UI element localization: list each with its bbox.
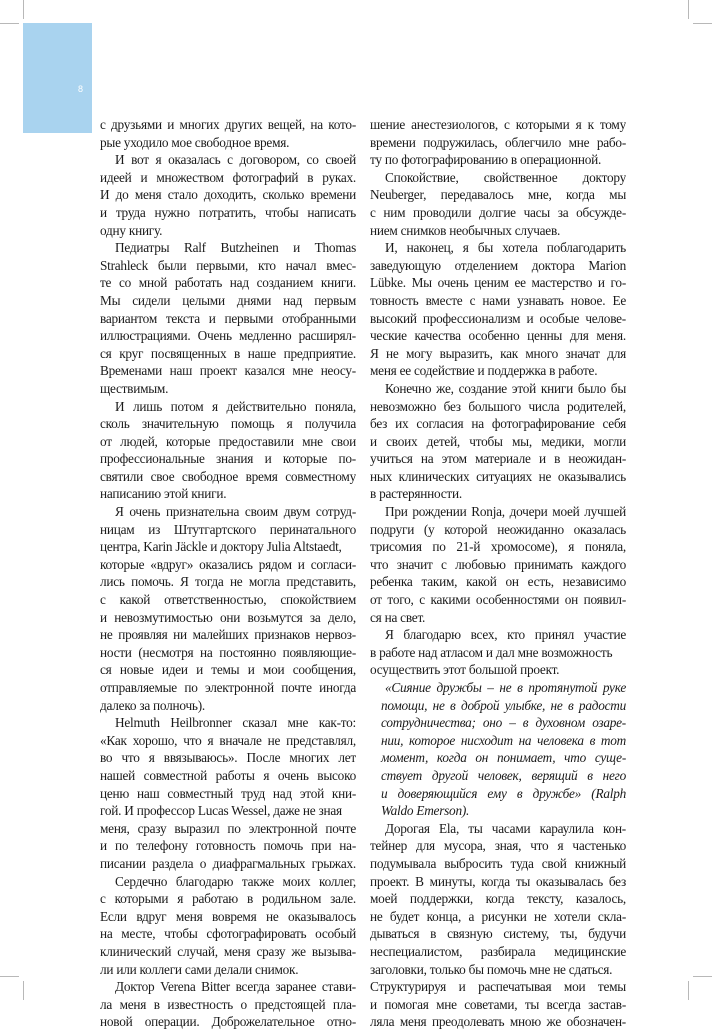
text-line: Доктор Verena Bitter всегда заранее стави- <box>115 979 356 995</box>
text-line: и доверяющийся ему в дружбе» (Ralph <box>381 785 626 801</box>
text-line: Neuberger, передавалось мне, когда мы <box>370 187 626 203</box>
text-line: проект. В минуты, когда ты оказывалась без <box>370 873 626 889</box>
text-line: в растерянности. <box>370 486 462 502</box>
text-line: Конечно же, создание этой книги было бы <box>385 380 626 396</box>
text-line: товность вместе с нами узнавать новое. Ее <box>370 292 626 308</box>
text-line: дываться в связную систему, ты, будучи <box>370 926 626 942</box>
text-line: заведующую отделением доктора Marion <box>370 257 626 273</box>
crop-mark <box>0 976 19 977</box>
text-line: и труда нужно потратить, чтобы написать <box>100 204 356 220</box>
text-line: Спокойствие, свойственное доктору <box>385 169 626 185</box>
text-line: сколь значительную помощь я получила <box>100 416 356 432</box>
text-line: ных клинических ситуациях не оказывались <box>370 468 626 484</box>
text-line: времени подружилась, облегчило мне рабо- <box>370 134 626 150</box>
text-line: ла меня в известность о предстоящей пла- <box>100 996 356 1012</box>
text-line: и помогая мне советами, ты всегда застав- <box>370 996 626 1012</box>
text-line: от людей, которые предоставили мне свои <box>100 433 356 449</box>
text-line: Lübke. Мы очень ценим ее мастерство и го- <box>370 275 626 291</box>
text-line: центра, Karin Jäckle и доктору Julia Altstaedt, <box>100 539 342 555</box>
crop-mark <box>0 23 19 24</box>
text-line: профессиональные знания и которые по- <box>100 451 356 467</box>
text-line: меня ее содействие и поддержка в работе. <box>370 363 598 379</box>
text-line: Педиатры Ralf Butzheinen и Thomas <box>115 240 356 256</box>
text-line: ребенка таким, какой он есть, независимо <box>370 574 626 590</box>
text-line: Если вдруг меня вовремя не оказывалось <box>100 908 356 924</box>
text-line: без их согласия на фотографирование себя <box>370 416 626 432</box>
text-line: высокий профессионализм и особые челове- <box>370 310 626 326</box>
text-line: Я благодарю всех, кто принял участие <box>385 627 626 643</box>
text-line: невозможно без большого числа родителей, <box>370 398 626 414</box>
text-line: сотрудничества; оно – в духовном озаре- <box>381 715 626 731</box>
text-line: Я очень признательна своим двум сотруд- <box>115 504 356 520</box>
text-line: и невозмутимостью они возьмутся за дело, <box>100 609 356 625</box>
text-line: шение анестезиологов, с которыми я к тому <box>370 117 626 132</box>
text-line: ся новые идеи и темы и мои сообщения, <box>100 662 356 678</box>
crop-mark <box>23 0 24 19</box>
crop-mark <box>693 23 712 24</box>
text-line: ствует другой человек, верящий в него <box>381 767 626 783</box>
text-line: Strahleck были первыми, кто начал вмес- <box>100 257 356 273</box>
text-line: идеей и множеством фотографий в руках. <box>100 169 356 185</box>
text-line: и по телефону готовность помочь при на- <box>100 838 356 854</box>
text-line: учиться на этом материале и в неожидан- <box>370 451 626 467</box>
text-line: те со мной работать над созданием книги. <box>100 275 356 291</box>
text-line: подумывала выбросить туда свой книжный <box>370 855 626 871</box>
text-line: Структурируя и распечатывая мои темы <box>370 979 626 995</box>
text-line: ществимым. <box>100 380 169 396</box>
crop-mark <box>688 981 689 1000</box>
text-line: писании раздела о диафрагмальных грыжах. <box>100 855 356 871</box>
text-line: на месте, чтобы сфотографировать особый <box>100 926 356 942</box>
text-line: Helmuth Heilbronner сказал мне как-то: <box>115 715 356 731</box>
text-line: вариантом текста и первыми отобранными <box>100 310 356 326</box>
crop-mark <box>688 0 689 19</box>
text-line: ту по фотографированию в операционной. <box>370 152 602 168</box>
text-line: При рождении Ronja, дочери моей лучшей <box>385 504 626 520</box>
text-line: что значит с любовью принимать каждого <box>370 556 626 572</box>
text-line: ницам из Штутгартского перинатального <box>100 521 356 537</box>
text-line: написанию этой книги. <box>100 486 227 502</box>
text-line: не проявляя ни малейших признаков нервоз- <box>100 627 356 643</box>
text-line: в работе над атласом и дал мне возможность <box>370 644 613 660</box>
text-line: ся на свет. <box>370 609 426 625</box>
text-line: заголовки, только бы помочь мне не сдаться. <box>370 961 613 977</box>
page-number: 8 <box>78 84 84 94</box>
text-line: Я не могу выразить, как много значат для <box>370 345 626 361</box>
text-line: нием снимков необычных случаев. <box>370 222 561 238</box>
text-line: с друзьями и многих других вещей, на кото- <box>100 117 356 132</box>
text-line: Мы сидели целыми днями над первым <box>100 292 356 308</box>
text-line: лись помочь. Я тогда не могла представить, <box>100 574 356 590</box>
text-line: ляла меня преодолевать мною же обозначен- <box>370 1014 626 1030</box>
text-line: ли или коллеги сами делали снимок. <box>100 961 299 977</box>
text-line: и своих детей, чтобы мы, медики, могли <box>370 433 626 449</box>
text-line: Дорогая Ela, ты часами караулила кон- <box>385 820 626 836</box>
text-line: одну книгу. <box>100 222 163 238</box>
text-line: рые уходило мое свободное время. <box>100 134 290 150</box>
text-line: с которыми я работаю в родильном зале. <box>100 891 356 907</box>
text-line: «Сияние дружбы – не в протянутой руке <box>385 680 626 695</box>
text-line: ся круг посвященных в наше предприятие. <box>100 345 356 361</box>
text-line: И вот я оказалась с договором, со своей <box>115 152 356 168</box>
text-line: иллюстрациями. Очень медленно расширял- <box>100 328 356 344</box>
crop-mark <box>693 976 712 977</box>
text-line: святили свое свободное время совместному <box>100 468 356 484</box>
text-line: И, наконец, я бы хотела поблагодарить <box>385 240 626 256</box>
left-column <box>100 116 356 1031</box>
text-line: во что я ввязываюсь». После многих лет <box>100 750 356 766</box>
left-column-text <box>100 116 356 1031</box>
text-line: ческие качества особенно ценны для меня. <box>370 328 626 344</box>
text-line: клинический случай, меня сразу же вызыва- <box>100 943 356 959</box>
page-tab <box>23 23 92 133</box>
text-line: не будет конца, а рисунки не хотели скла- <box>370 908 626 924</box>
right-column-text <box>370 116 626 1031</box>
text-line: нии, которое нисходит на человека в тот <box>381 732 626 748</box>
text-line: Временами наш проект казался мне неосу- <box>100 363 356 379</box>
text-line: ности (несмотря на постоянно появляющие- <box>100 644 356 660</box>
text-line: «Как хорошо, что я вначале не представлял, <box>100 732 356 748</box>
text-line: далеко за полночь). <box>100 697 205 713</box>
text-line: с ним проводили долгие часы за обсужде- <box>370 204 626 220</box>
text-line: тейнер для мусора, зная, что я частенько <box>370 838 626 854</box>
text-line: меня, сразу выразил по электронной почте <box>100 820 356 836</box>
text-line: И до меня стало доходить, сколько времени <box>100 187 356 203</box>
text-line: момент, когда он понимает, что суще- <box>381 750 626 766</box>
text-line: от того, с какими особенностями он появил- <box>370 592 626 608</box>
text-line: новой операции. Доброжелательное отно- <box>100 1014 356 1030</box>
text-line: неспециалистом, разбирала медицинские <box>370 943 626 959</box>
text-line: с какой ответственностью, спокойствием <box>100 592 356 608</box>
right-column <box>370 116 626 1031</box>
text-line: гой. И профессор Lucas Wessel, даже не зная <box>100 803 342 819</box>
text-line: ценю наш совместный труд над этой кни- <box>100 785 356 801</box>
text-line: которые «вдруг» оказались рядом и согласи- <box>100 556 356 572</box>
text-line: помощи, не в доброй улыбке, не в радости <box>381 697 626 713</box>
text-line: трисомия по 21-й хромосоме), я поняла, <box>370 539 626 555</box>
text-line: нашей совместной работы я очень высоко <box>100 767 356 783</box>
text-line: отправляемые по электронной почте иногда <box>100 680 356 695</box>
text-line: Сердечно благодарю также моих коллег, <box>115 873 356 889</box>
text-line: Waldo Emerson). <box>381 803 470 819</box>
text-line: И лишь потом я действительно поняла, <box>115 398 356 414</box>
text-line: подруги (у которой неожиданно оказалась <box>370 521 626 537</box>
text-line: осуществить этот большой проект. <box>370 662 560 678</box>
crop-mark <box>23 981 24 1000</box>
text-line: моей поддержки, когда тексту, казалось, <box>370 891 626 907</box>
